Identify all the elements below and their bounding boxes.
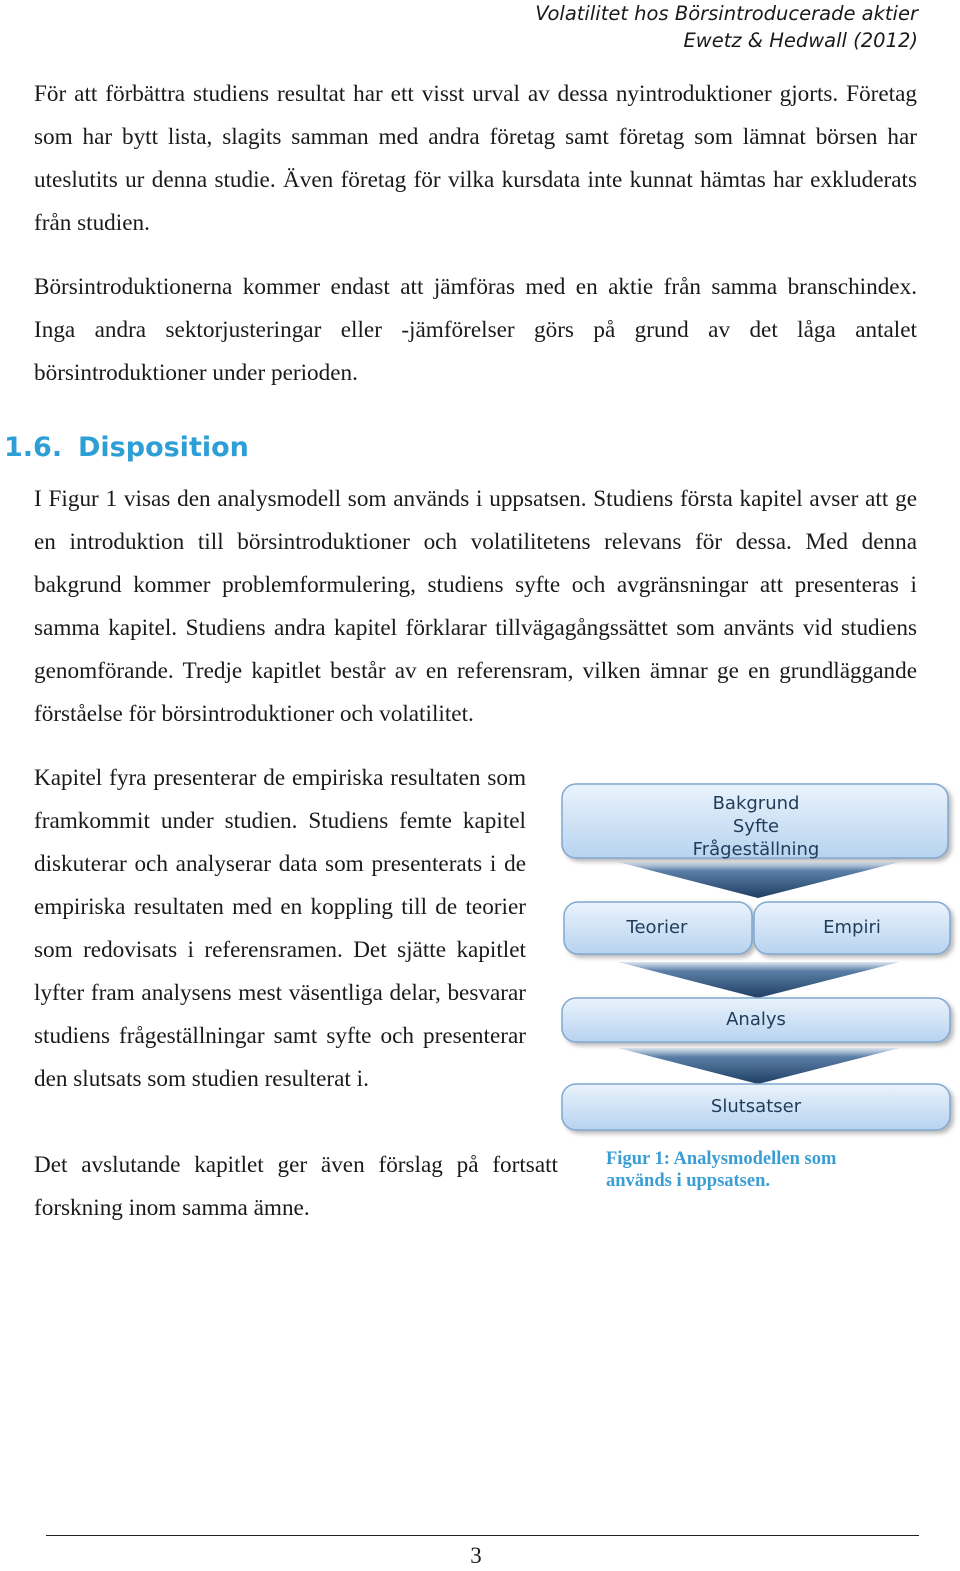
paragraph-kapitel-fyra: Kapitel fyra presenterar de empiriska resultaten som framkommit under studien. Studiens femte kapitel diskuterar och analyserar data som presenterats i de empiriska resultaten med en koppling till de teorier som redovisats i referensramen. Det sjätte kapitlet lyfter fram analysens mest väsentliga delar, besvarar studiens frågeställningar samt syfte och presenterar den slutsats som studien resulterat i.: [34, 765, 526, 1092]
header-authors: Ewetz & Hedwall (2012): [683, 29, 918, 52]
paragraph-branschindex: Börsintroduktionerna kommer endast att jämföras med en aktie från samma branschindex. Inga andra sektorjusteringar eller -jämförelser görs på grund av det låga antalet börsintroduktioner under perioden.: [34, 274, 917, 386]
running-header: [535, 0, 918, 54]
analysis-model-diagram: [558, 778, 960, 1148]
arrow-2: [618, 962, 900, 998]
paragraph-urval: För att förbättra studiens resultat har ett visst urval av dessa nyintroduktioner gjorts. Företag som har bytt lista, slagits samman med andra företag samt företag som lämnat börsen har uteslutits ur denna studie. Även företag för vilka kursdata inte kunnat hämtas har exkluderats från studien.: [34, 81, 917, 236]
arrow-3: [618, 1048, 900, 1084]
box1-line1: Bakgrund: [712, 793, 800, 814]
analysis-model-figure: [558, 778, 960, 1148]
header-title: Volatilitet hos Börsintroducerade aktier: [535, 2, 918, 25]
box2-left-label: Teorier: [626, 917, 688, 938]
page-number: 3: [470, 1543, 482, 1568]
box1-line3: Frågeställning: [692, 839, 820, 860]
section-number: 1.6.: [4, 432, 63, 463]
paragraph-avslutande: Det avslutande kapitlet ger även förslag på fortsatt forskning inom samma ämne.: [34, 1152, 558, 1221]
figure-caption: Figur 1: Analysmodellen som används i uppsatsen.: [606, 1149, 837, 1191]
section-heading: [4, 428, 249, 468]
section-title: Disposition: [78, 432, 249, 463]
footer-rule: [46, 1535, 919, 1536]
box4-label: Slutsatser: [710, 1096, 802, 1117]
arrow-1: [618, 862, 900, 898]
box3-label: Analys: [726, 1009, 786, 1030]
paragraph-disposition: I Figur 1 visas den analysmodell som används i uppsatsen. Studiens första kapitel avser att ge en introduktion till börsintroduktioner och volatilitetens relevans för dessa. Med denna bakgrund kommer problemformulering, studiens syfte och avgränsningar att presenteras i samma kapitel. Studiens andra kapitel förklarar tillvägagångssättet som använts vid studiens genomförande. Tredje kapitlet består av en referensram, vilken ämnar ge en grundläggande förståelse för börsintroduktioner och volatilitet.: [34, 486, 917, 727]
box1-line2: Syfte: [732, 816, 780, 837]
box2-right-label: Empiri: [823, 917, 881, 938]
